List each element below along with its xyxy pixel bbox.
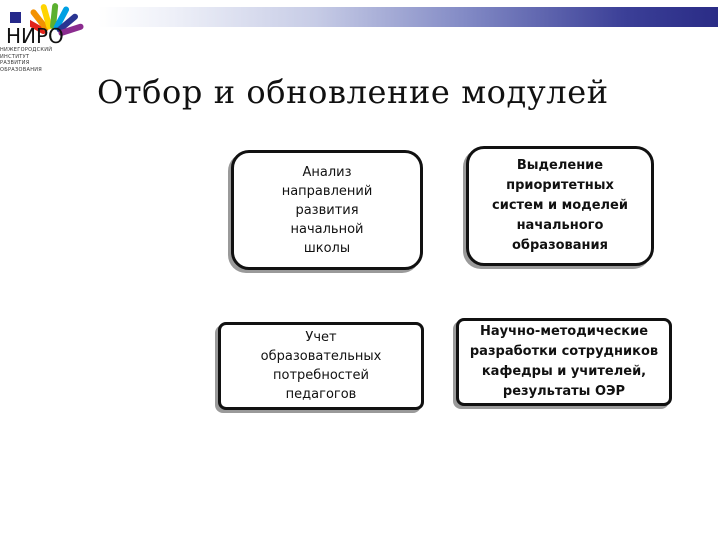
box-teacher-needs	[218, 322, 424, 410]
header-band	[98, 7, 718, 27]
logo-caption-line: РАЗВИТИЯ	[0, 60, 30, 66]
box-analysis-text: Анализ направлений развития начальной школы	[281, 164, 373, 256]
logo	[0, 0, 100, 80]
logo-caption-line: ОБРАЗОВАНИЯ	[0, 66, 43, 73]
box-analysis	[231, 150, 423, 270]
logo-caption-line: ИНСТИТУТ	[0, 53, 30, 60]
box-priority-systems-text: Выделение приоритетных систем и моделей начального образования	[492, 158, 628, 253]
logo-caption-line: НИЖЕГОРОДСКИЙ	[0, 47, 53, 53]
logo-caption	[0, 47, 64, 73]
box-priority-systems	[466, 146, 654, 266]
page-title: Отбор и обновление модулей	[97, 73, 609, 111]
logo-wordmark: НИРО	[6, 24, 64, 48]
box-methodical-developments-text: Научно-методические разработки сотрудников кафедры и учителей, результаты ОЭР	[469, 324, 659, 399]
box-methodical-developments	[456, 318, 672, 406]
box-teacher-needs-text: Учет образовательных потребностей педагогов	[260, 330, 382, 402]
